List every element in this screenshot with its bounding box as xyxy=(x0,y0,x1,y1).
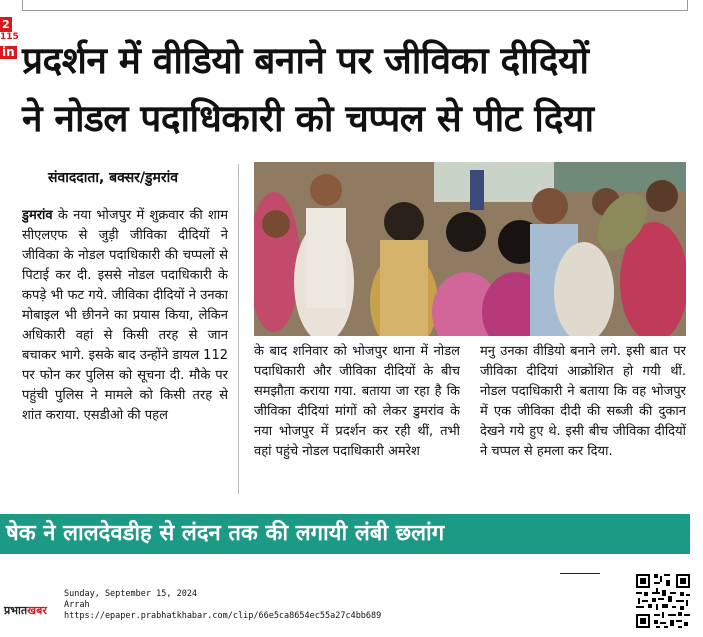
edge-number: 2 xyxy=(2,18,10,31)
article-photo xyxy=(254,162,686,336)
cut-off-next-headline xyxy=(60,566,640,574)
headline-line-2: ने नोडल पदाधिकारी को चप्पल से पीट दिया xyxy=(22,97,594,140)
article-column-3: मनु उनका वीडियो बनाने लगे. इसी बात पर जीविका दीदियां आक्रोशित हो गयी थीं. नोडल पदाधिकारी ने बताया कि वह भोजपुर में एक जीविका दीदी की सब्जी की दुकान देखने गये हुए थे. इसी बीच जीविका दीदियों ने चप्पल से हमला कर दिया. xyxy=(480,344,686,459)
clip-date: Sunday, September 15, 2024 xyxy=(64,589,198,599)
edge-sub: 115 xyxy=(0,32,19,42)
column-divider xyxy=(238,164,239,494)
protest-photo-illustration xyxy=(254,162,686,336)
column-1-text: के नया भोजपुर में शुक्रवार की शाम सीएलएफ से जुड़ी जीविका दीदियों ने जीविका के नोडल पदाधिकारी की चप्पलों से पिटाई कर दी. इससे नोडल पदाधिकारी के कपड़े भी फट गये. जीविका दीदियों ने उनका मोबाइल भी छीनने का प्रयास किया, लेकिन अधिकारी वहां से किसी तरह से जान बचाकर भागे. इसके बाद उन्होंने डायल 112 पर फोन कर पुलिस को सूचना दी. मौके पर पहुंची पुलिस ने मामले को किसी तरह से शांत कराया. एसडीओ की पहल xyxy=(22,208,228,423)
headline xyxy=(22,32,690,148)
newspaper-logo xyxy=(4,603,47,618)
edge-tag: in xyxy=(2,45,15,59)
clip-city: Arrah xyxy=(64,600,90,610)
page-edge-number xyxy=(0,18,18,59)
logo-word-2: खबर xyxy=(27,604,47,617)
clip-metadata xyxy=(64,589,381,622)
article-column-1 xyxy=(22,206,228,498)
headline-line-1: प्रदर्शन में वीडियो बनाने पर जीविका दीदियों xyxy=(22,39,589,82)
logo-word-1: प्रभात xyxy=(4,604,28,617)
dateline-lead: डुमरांव xyxy=(22,208,53,223)
article-column-2: के बाद शनिवार को भोजपुर थाना में नोडल पदाधिकारी और जीविका दीदियों के बीच समझौता कराया गया. बताया जा रहा है कि जीविका दीदियां मांगों को लेकर डुमरांव के नया भोजपुर में प्रदर्शन कर रही थीं, तभी वहां पहुंचे नोडल पदाधिकारी अमरेश xyxy=(254,344,460,459)
top-article-box xyxy=(22,0,688,11)
byline: संवाददाता, बक्सर/डुमरांव xyxy=(48,170,179,186)
qr-code-icon[interactable] xyxy=(634,572,692,630)
next-story-banner: षेक ने लालदेवडीह से लंदन तक की लगायी लंबी छलांग xyxy=(0,514,690,554)
clip-url[interactable]: https://epaper.prabhatkhabar.com/clip/66e5ca8654ec55a27c4bb689 xyxy=(64,611,382,621)
